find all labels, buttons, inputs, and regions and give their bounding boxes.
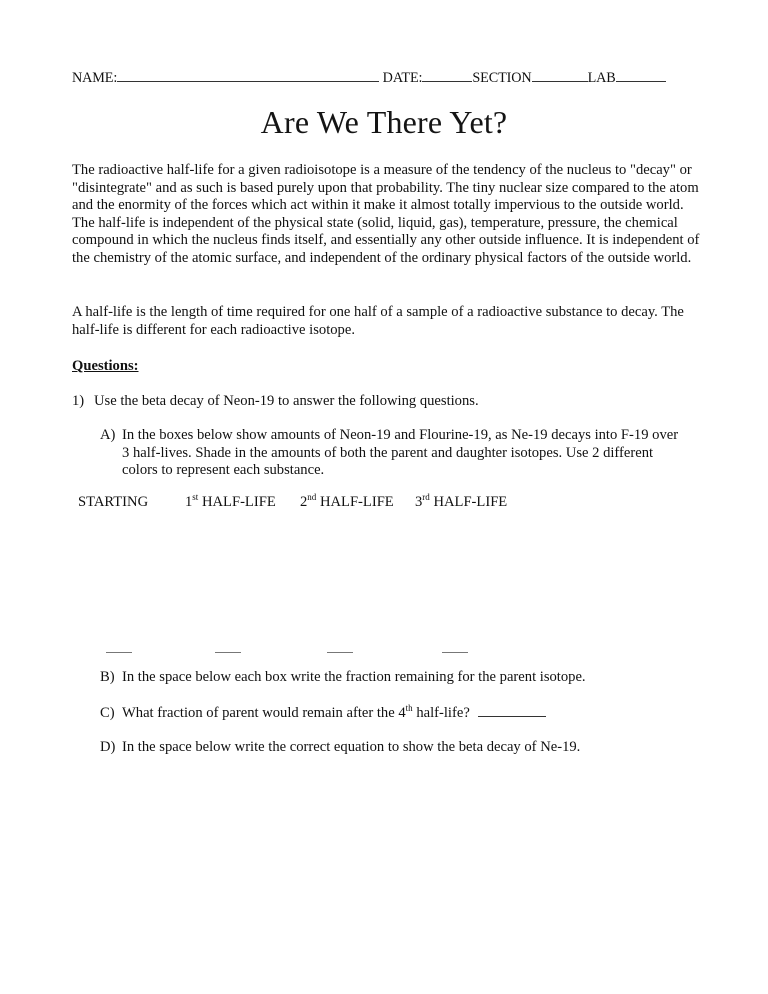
column-3-num: 3 [415,494,423,510]
column-3-label: HALF-LIFE [429,494,508,510]
column-2-num: 2 [300,494,308,510]
column-2-label: HALF-LIFE [316,494,394,510]
section-field[interactable] [532,69,588,82]
column-1-label: HALF-LIFE [198,494,276,510]
page-title: Are We There Yet? [260,104,508,140]
section-label: SECTION [472,70,532,86]
date-label: DATE: [382,70,423,86]
column-starting-label: STARTING [78,494,149,510]
question-1a-label: A) [100,427,116,443]
question-1c-answer-field[interactable] [478,704,546,717]
question-1c [100,704,710,722]
question-1b-label: B) [100,669,115,685]
intro-paragraph-2: A half-life is the length of time required for one half of a sample of a radioactive substance to decay. The half-life is different for each radioactive isotope. [72,304,684,338]
intro-paragraph-1: The radioactive half-life for a given radioisotope is a measure of the tendency of the nucleus to "decay" or "disintegrate" and as such is based purely upon that probability. The tiny nuclear size compared to the atom and the enormity of the forces which act within it make it almost totally impervious to the outside world. The half-life is independent of the physical state (solid, liquid, gas), temperature, pressure, the chemical compound in which the nucleus finds itself, and essentially any other outside influence. It is independent of the chemistry of the atomic surface, and independent of the ordinary physical factors of the outside world. [72,162,700,266]
column-1-sup: st [192,492,199,502]
question-1 [72,393,479,410]
question-1d [100,739,710,756]
lab-field[interactable] [616,69,666,82]
question-1-text: Use the beta decay of Neon-19 to answer the following questions. [94,393,479,409]
column-half-life-1 [185,494,276,511]
question-1b-text: In the space below each box write the fraction remaining for the parent isotope. [122,669,586,685]
lab-label: LAB [587,70,616,86]
column-starting [78,494,148,511]
fraction-blank-starting[interactable] [106,652,132,653]
question-1c-text-before: What fraction of parent would remain after the 4 [122,705,406,721]
column-half-life-2 [300,494,394,511]
question-1c-label: C) [100,705,115,721]
column-3-sup: rd [422,492,430,502]
column-1-num: 1 [185,494,193,510]
question-1c-sup: th [405,703,413,713]
question-1a-line1: In the boxes below show amounts of Neon-19 and Flourine-19, as Ne-19 decays into F-19 over [122,427,679,443]
date-field[interactable] [422,69,472,82]
question-1d-label: D) [100,739,116,755]
questions-heading: Questions: [72,358,139,374]
name-field[interactable] [117,69,379,82]
fraction-blank-half-life-1[interactable] [215,652,241,653]
column-half-life-3 [415,494,507,511]
question-1a-line2: 3 half-lives. Shade in the amounts of both the parent and daughter isotopes. Use 2 different [122,444,654,461]
fraction-blank-half-life-2[interactable] [327,652,353,653]
question-1d-text: In the space below write the correct equation to show the beta decay of Ne-19. [122,739,581,755]
student-info-line [72,69,712,87]
question-1-number: 1) [72,393,85,409]
question-1a-line3: colors to represent each substance. [122,462,325,479]
question-1b [100,669,710,686]
question-1a [100,427,704,480]
fraction-blank-half-life-3[interactable] [442,652,468,653]
name-label: NAME: [72,70,118,86]
column-2-sup: nd [307,492,317,502]
question-1c-text-after: half-life? [412,705,470,721]
